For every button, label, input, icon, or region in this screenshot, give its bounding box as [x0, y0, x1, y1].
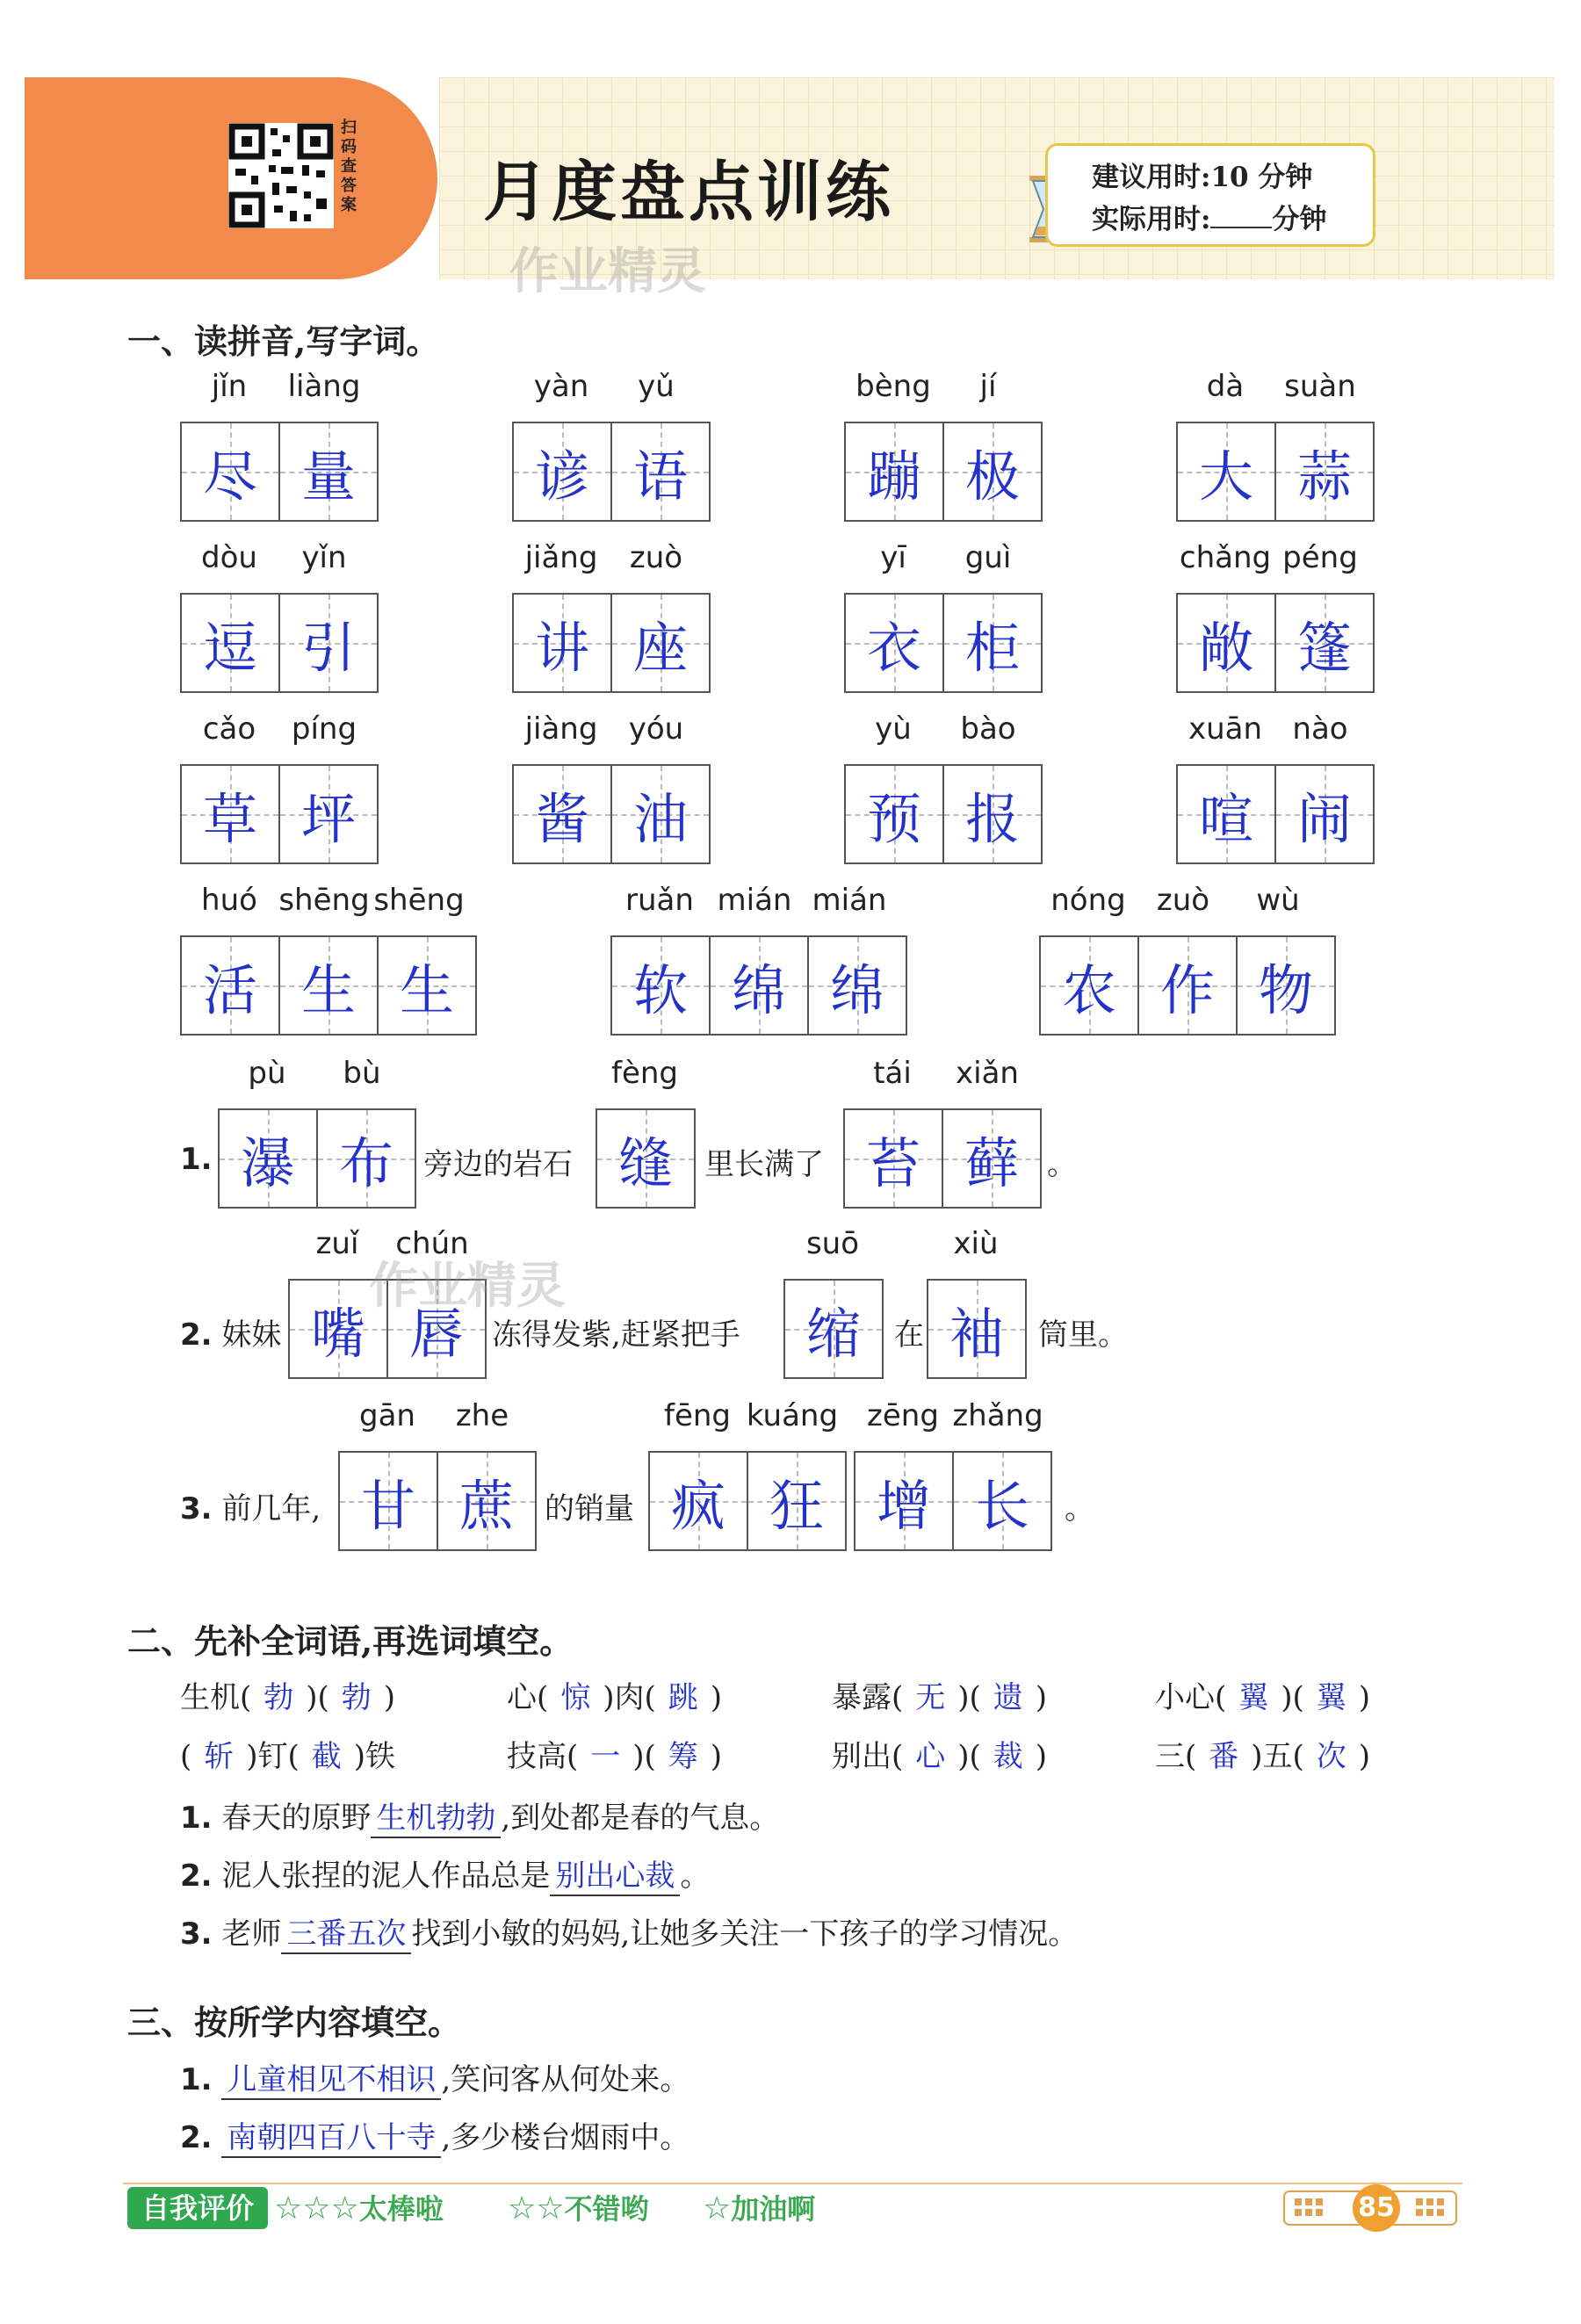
pinyin-label: fèng — [610, 1056, 679, 1091]
pinyin-label: shēng — [373, 883, 465, 918]
footer-divider — [123, 2183, 1462, 2184]
pinyin-label: yǐn — [301, 540, 347, 575]
char-cell[interactable] — [747, 1451, 847, 1551]
idiom-text: ) — [710, 1680, 723, 1715]
char-answer: 闹 — [1296, 786, 1352, 851]
char-cell[interactable] — [610, 593, 711, 693]
section2-heading: 二、先补全词语,再选词填空。 — [127, 1621, 574, 1661]
char-cell[interactable] — [1137, 935, 1238, 1036]
star-icon: ☆☆☆ — [274, 2190, 359, 2227]
idiom-blank[interactable]: 无 — [915, 1680, 946, 1715]
pinyin-label: huó — [201, 883, 257, 918]
char-cell[interactable] — [610, 764, 711, 864]
s1-text1: 旁边的岩石 — [423, 1147, 573, 1182]
pinyin-label: ruǎn — [625, 883, 694, 918]
char-cell[interactable] — [512, 764, 612, 864]
pinyin-label: fēng — [663, 1398, 732, 1433]
word-group — [844, 540, 1041, 693]
idiom-text: 别出( — [832, 1739, 904, 1774]
idiom-blank[interactable]: 勃 — [264, 1680, 294, 1715]
char-cell[interactable] — [437, 1451, 537, 1551]
pinyin-label: jiàng — [524, 711, 598, 747]
pinyin-label: liàng — [287, 369, 361, 404]
pinyin-label: jiǎng — [524, 540, 598, 575]
idiom-blank[interactable]: 翼 — [1238, 1680, 1269, 1715]
s3-word2 — [648, 1398, 845, 1551]
poem-q2-post: ,多少楼台烟雨中。 — [441, 2120, 690, 2155]
idiom-item — [832, 1732, 1047, 1775]
actual-time-field[interactable] — [1210, 202, 1272, 228]
pinyin-label: tái — [873, 1056, 912, 1091]
char-answer: 活 — [202, 957, 257, 1022]
char-cell[interactable] — [844, 422, 944, 522]
fill-q1-num: 1. — [180, 1801, 213, 1836]
page-title: 月度盘点训练 — [483, 155, 894, 230]
char-answer: 生 — [300, 957, 356, 1022]
star-icon: ☆☆ — [508, 2190, 565, 2227]
poem-q1-num: 1. — [180, 2062, 213, 2097]
fill-q3-num: 3. — [180, 1916, 213, 1952]
pinyin-label: mián — [812, 883, 887, 918]
idiom-text: ) — [1035, 1680, 1048, 1715]
idiom-text: 小心( — [1155, 1680, 1227, 1715]
char-cell[interactable] — [942, 593, 1043, 693]
char-cell[interactable] — [1236, 935, 1336, 1036]
char-cell[interactable] — [180, 935, 280, 1036]
pinyin-label: zuò — [1156, 883, 1210, 918]
char-cell[interactable] — [942, 1108, 1042, 1209]
rating-good-label: 不错哟 — [564, 2192, 649, 2226]
idiom-item — [1155, 1732, 1370, 1775]
char-answer: 作 — [1159, 957, 1215, 1022]
idiom-item — [507, 1732, 722, 1775]
idiom-blank[interactable]: 一 — [590, 1739, 621, 1774]
char-answer: 量 — [300, 444, 356, 509]
idiom-text: )肉( — [603, 1680, 656, 1715]
char-cell[interactable] — [1274, 422, 1375, 522]
idiom-text: )( — [306, 1680, 329, 1715]
char-answer: 疯 — [670, 1473, 726, 1538]
char-answer: 敞 — [1198, 615, 1253, 680]
poem-q2-num: 2. — [180, 2120, 213, 2155]
idiom-blank[interactable]: 裁 — [993, 1739, 1023, 1774]
char-answer: 蒜 — [1296, 444, 1352, 509]
pinyin-label: jí — [979, 369, 997, 404]
char-answer: 酱 — [534, 786, 589, 851]
s2-text1: 冻得发紫,赶紧把手 — [492, 1317, 740, 1353]
idiom-blank[interactable]: 翼 — [1316, 1680, 1346, 1715]
idiom-item — [507, 1673, 722, 1716]
s1-word3 — [843, 1056, 1040, 1209]
char-cell[interactable] — [807, 935, 907, 1036]
char-answer: 绵 — [829, 957, 884, 1022]
word-group — [844, 369, 1041, 522]
watermark: 作业精灵 — [509, 243, 706, 300]
idiom-text: ) — [710, 1739, 723, 1774]
char-cell[interactable] — [1176, 593, 1276, 693]
idiom-text: 心( — [507, 1680, 549, 1715]
char-cell[interactable] — [854, 1451, 954, 1551]
char-cell[interactable] — [278, 422, 379, 522]
idiom-blank[interactable]: 惊 — [560, 1680, 591, 1715]
pinyin-label: yàn — [533, 369, 589, 404]
char-answer: 绵 — [731, 957, 786, 1022]
char-cell[interactable] — [942, 422, 1043, 522]
pinyin-label: yóu — [628, 711, 684, 747]
char-answer: 狂 — [769, 1473, 824, 1538]
page-number: 85 — [1353, 2184, 1400, 2232]
char-answer: 篷 — [1296, 615, 1352, 680]
s3-lead: 前几年, — [221, 1491, 321, 1526]
idiom-text: 三( — [1155, 1739, 1197, 1774]
char-answer: 大 — [1198, 444, 1253, 509]
char-cell[interactable] — [377, 935, 477, 1036]
fill-q3-answer[interactable]: 三番五次 — [281, 1909, 411, 1954]
section3-heading: 三、按所学内容填空。 — [127, 2003, 462, 2042]
pinyin-label: chǎng — [1179, 540, 1272, 575]
char-cell[interactable] — [1176, 764, 1276, 864]
idiom-blank[interactable]: 遗 — [993, 1680, 1023, 1715]
char-cell[interactable] — [180, 422, 280, 522]
rating-keep-going-label: 加油啊 — [731, 2192, 816, 2226]
pinyin-label: yǔ — [638, 369, 675, 404]
char-answer: 袖 — [949, 1301, 1004, 1366]
char-cell[interactable] — [316, 1108, 416, 1209]
pinyin-label: dà — [1206, 369, 1245, 404]
char-cell[interactable] — [648, 1451, 748, 1551]
char-answer: 缝 — [617, 1130, 673, 1195]
idiom-text: ) — [1358, 1680, 1371, 1715]
fill-q3-post: 找到小敏的妈妈,让她多关注一下孩子的学习情况。 — [411, 1916, 1079, 1952]
s3-text1: 的销量 — [545, 1491, 634, 1526]
char-cell[interactable] — [1274, 593, 1375, 693]
idiom-blank[interactable]: 次 — [1316, 1739, 1346, 1774]
idiom-text: )( — [957, 1680, 981, 1715]
idiom-text: 生机( — [180, 1680, 252, 1715]
pinyin-label: nào — [1292, 711, 1348, 747]
pinyin-label: zēng — [867, 1398, 939, 1433]
word-group — [1039, 883, 1334, 1036]
rating-great-label: 太棒啦 — [358, 2192, 444, 2226]
pinyin-label: zuò — [629, 540, 683, 575]
char-cell[interactable] — [180, 593, 280, 693]
idiom-text: )五( — [1251, 1739, 1304, 1774]
char-cell[interactable] — [278, 764, 379, 864]
word-group — [512, 711, 709, 864]
pinyin-label: nóng — [1050, 883, 1126, 918]
char-cell[interactable] — [1176, 422, 1276, 522]
idiom-text: 暴露( — [832, 1680, 904, 1715]
fill-q2-post: 。 — [680, 1858, 711, 1894]
pinyin-label: péng — [1282, 540, 1358, 575]
char-answer: 农 — [1061, 957, 1116, 1022]
s3-text0 — [180, 1484, 321, 1527]
char-answer: 极 — [964, 444, 1020, 509]
char-answer: 苔 — [865, 1130, 920, 1195]
char-answer: 蔗 — [458, 1473, 514, 1538]
s1-text3: 。 — [1047, 1147, 1077, 1182]
poem-q1-post: ,笑问客从何处来。 — [441, 2062, 690, 2097]
idiom-text: )( — [957, 1739, 981, 1774]
char-cell[interactable] — [843, 1108, 943, 1209]
char-cell[interactable] — [709, 935, 809, 1036]
idiom-blank[interactable]: 筹 — [668, 1739, 698, 1774]
char-cell[interactable] — [942, 764, 1043, 864]
char-answer: 布 — [338, 1130, 393, 1195]
poem-q2 — [180, 2113, 689, 2158]
char-answer: 生 — [399, 957, 454, 1022]
suggested-time: 建议用时:10 分钟 — [1092, 162, 1313, 193]
char-answer: 长 — [974, 1473, 1029, 1538]
pinyin-label: zhǎng — [952, 1398, 1043, 1433]
char-answer: 座 — [632, 615, 688, 680]
char-cell[interactable] — [952, 1451, 1052, 1551]
pinyin-label: guì — [964, 540, 1012, 575]
fill-q1-answer[interactable]: 生机勃勃 — [371, 1794, 501, 1838]
pinyin-label: xiù — [953, 1226, 999, 1261]
char-answer: 缩 — [805, 1301, 861, 1366]
char-cell[interactable] — [338, 1451, 438, 1551]
char-answer: 尽 — [202, 444, 257, 509]
fill-q3 — [180, 1909, 1078, 1954]
idiom-text: )钉( — [246, 1739, 300, 1774]
pinyin-label: píng — [291, 711, 357, 747]
pinyin-label: jǐn — [211, 369, 248, 404]
idiom-blank[interactable]: 心 — [915, 1739, 946, 1774]
char-answer: 预 — [866, 786, 921, 851]
idiom-text: ) — [1358, 1739, 1371, 1774]
s2-num: 2. — [180, 1317, 213, 1353]
word-group — [180, 883, 475, 1036]
char-cell[interactable] — [596, 1108, 696, 1209]
idiom-blank[interactable]: 跳 — [668, 1680, 698, 1715]
s1-word1 — [218, 1056, 415, 1209]
char-answer: 报 — [964, 786, 1020, 851]
s3-text3: 。 — [1065, 1491, 1094, 1526]
char-answer: 嘴 — [310, 1301, 365, 1366]
pinyin-label: yù — [875, 711, 912, 747]
pinyin-label: wù — [1256, 883, 1300, 918]
word-group — [844, 711, 1041, 864]
char-answer: 谚 — [534, 444, 589, 509]
s2-lead: 妹妹 — [221, 1317, 282, 1353]
idiom-item — [832, 1673, 1047, 1716]
idiom-item — [180, 1673, 395, 1716]
char-answer: 草 — [202, 786, 257, 851]
char-cell[interactable] — [927, 1279, 1027, 1379]
pinyin-label: pù — [248, 1056, 286, 1091]
qr-label: 扫码查答案 — [341, 119, 357, 214]
s1-num: 1. — [180, 1142, 213, 1177]
s1-word2 — [596, 1056, 694, 1209]
idiom-text: ) — [1035, 1739, 1048, 1774]
pinyin-label: gān — [359, 1398, 415, 1433]
s3-num: 3. — [180, 1491, 213, 1526]
char-answer: 物 — [1258, 957, 1313, 1022]
idiom-item — [180, 1732, 395, 1775]
pinyin-label: zhe — [455, 1398, 509, 1433]
char-cell[interactable] — [278, 935, 379, 1036]
fill-q2-answer[interactable]: 别出心裁 — [550, 1851, 680, 1896]
s3-word3 — [854, 1398, 1050, 1551]
qr-code[interactable] — [228, 123, 334, 228]
char-cell[interactable] — [512, 422, 612, 522]
char-answer: 油 — [632, 786, 688, 851]
char-answer: 逗 — [202, 615, 257, 680]
s2-word2 — [783, 1226, 882, 1379]
fill-q1 — [180, 1794, 779, 1838]
char-answer: 引 — [300, 615, 356, 680]
idiom-blank[interactable]: 斩 — [204, 1739, 235, 1774]
char-answer: 软 — [632, 957, 688, 1022]
word-group — [180, 711, 377, 864]
char-cell[interactable] — [783, 1279, 884, 1379]
idiom-text: )铁 — [353, 1739, 396, 1774]
word-group — [180, 369, 377, 522]
pinyin-label: dòu — [201, 540, 257, 575]
word-group — [180, 540, 377, 693]
fill-q2 — [180, 1851, 710, 1896]
char-answer: 坪 — [300, 786, 356, 851]
char-answer: 语 — [632, 444, 688, 509]
watermark-2: 作业精灵 — [369, 1258, 566, 1315]
char-answer: 蹦 — [866, 444, 921, 509]
idiom-blank[interactable]: 截 — [311, 1739, 342, 1774]
pinyin-label: kuáng — [746, 1398, 839, 1433]
pinyin-label: bèng — [855, 369, 931, 404]
star-icon: ☆ — [703, 2190, 732, 2227]
s2-text0 — [180, 1310, 281, 1353]
pinyin-label: chún — [395, 1226, 469, 1261]
char-answer: 唇 — [408, 1301, 464, 1366]
pinyin-label: zuǐ — [315, 1226, 359, 1261]
idiom-text: ( — [180, 1739, 192, 1774]
char-answer: 柜 — [964, 615, 1020, 680]
pinyin-label: xiǎn — [956, 1056, 1019, 1091]
char-answer: 增 — [876, 1473, 931, 1538]
pinyin-label: shēng — [278, 883, 370, 918]
idiom-text: )( — [632, 1739, 656, 1774]
word-group — [1176, 711, 1373, 864]
s1-text2: 里长满了 — [704, 1147, 824, 1182]
actual-time — [1092, 197, 1326, 236]
pinyin-label: bào — [960, 711, 1016, 747]
word-group — [512, 369, 709, 522]
char-answer: 甘 — [360, 1473, 415, 1538]
pinyin-label: yī — [880, 540, 906, 575]
idiom-text: )( — [1281, 1680, 1304, 1715]
pinyin-label: suō — [805, 1226, 860, 1261]
time-box — [1045, 143, 1375, 247]
char-cell[interactable] — [278, 593, 379, 693]
idiom-text: 技高( — [507, 1739, 579, 1774]
char-answer: 喧 — [1198, 786, 1253, 851]
char-cell[interactable] — [610, 422, 711, 522]
word-group — [1176, 540, 1373, 693]
fill-q2-pre: 泥人张捏的泥人作品总是 — [221, 1858, 551, 1894]
rating-keep-going[interactable] — [703, 2187, 815, 2227]
idiom-blank[interactable]: 番 — [1209, 1739, 1239, 1774]
char-cell[interactable] — [512, 593, 612, 693]
char-answer: 瀑 — [240, 1130, 295, 1195]
char-cell[interactable] — [1039, 935, 1139, 1036]
poem-q1 — [180, 2055, 689, 2100]
char-cell[interactable] — [180, 764, 280, 864]
char-cell[interactable] — [1274, 764, 1375, 864]
s2-word3 — [927, 1226, 1025, 1379]
rating-great[interactable] — [274, 2187, 444, 2227]
fill-q3-pre: 老师 — [221, 1916, 282, 1952]
actual-time-unit: 分钟 — [1272, 204, 1327, 235]
word-group — [512, 540, 709, 693]
fill-q1-post: ,到处都是春的气息。 — [501, 1801, 780, 1836]
word-group — [610, 883, 906, 1036]
char-cell[interactable] — [844, 764, 944, 864]
pinyin-label: mián — [717, 883, 792, 918]
pinyin-label: cǎo — [202, 711, 256, 747]
pinyin-label: xuān — [1188, 711, 1263, 747]
actual-time-label: 实际用时: — [1092, 204, 1211, 235]
rating-good[interactable] — [508, 2187, 649, 2227]
s2-text3: 筒里。 — [1038, 1317, 1128, 1353]
fill-q1-pre: 春天的原野 — [221, 1801, 372, 1836]
char-answer: 藓 — [964, 1130, 1019, 1195]
char-cell[interactable] — [844, 593, 944, 693]
char-cell[interactable] — [610, 935, 711, 1036]
poem-q2-answer[interactable]: 南朝四百八十寺 — [221, 2113, 441, 2158]
pinyin-label: bù — [343, 1056, 381, 1091]
s3-word1 — [338, 1398, 535, 1551]
idiom-text: ) — [383, 1680, 396, 1715]
section1-heading: 一、读拼音,写字词。 — [127, 321, 440, 361]
char-answer: 讲 — [534, 615, 589, 680]
idiom-item — [1155, 1673, 1370, 1716]
fill-q2-num: 2. — [180, 1858, 213, 1894]
idiom-blank[interactable]: 勃 — [341, 1680, 372, 1715]
s2-text2: 在 — [894, 1317, 924, 1353]
poem-q1-answer[interactable]: 儿童相见不相识 — [221, 2055, 441, 2100]
word-group — [1176, 369, 1373, 522]
char-cell[interactable] — [218, 1108, 318, 1209]
char-answer: 衣 — [866, 615, 921, 680]
pinyin-label: suàn — [1284, 369, 1356, 404]
self-eval-badge: 自我评价 — [127, 2187, 268, 2229]
